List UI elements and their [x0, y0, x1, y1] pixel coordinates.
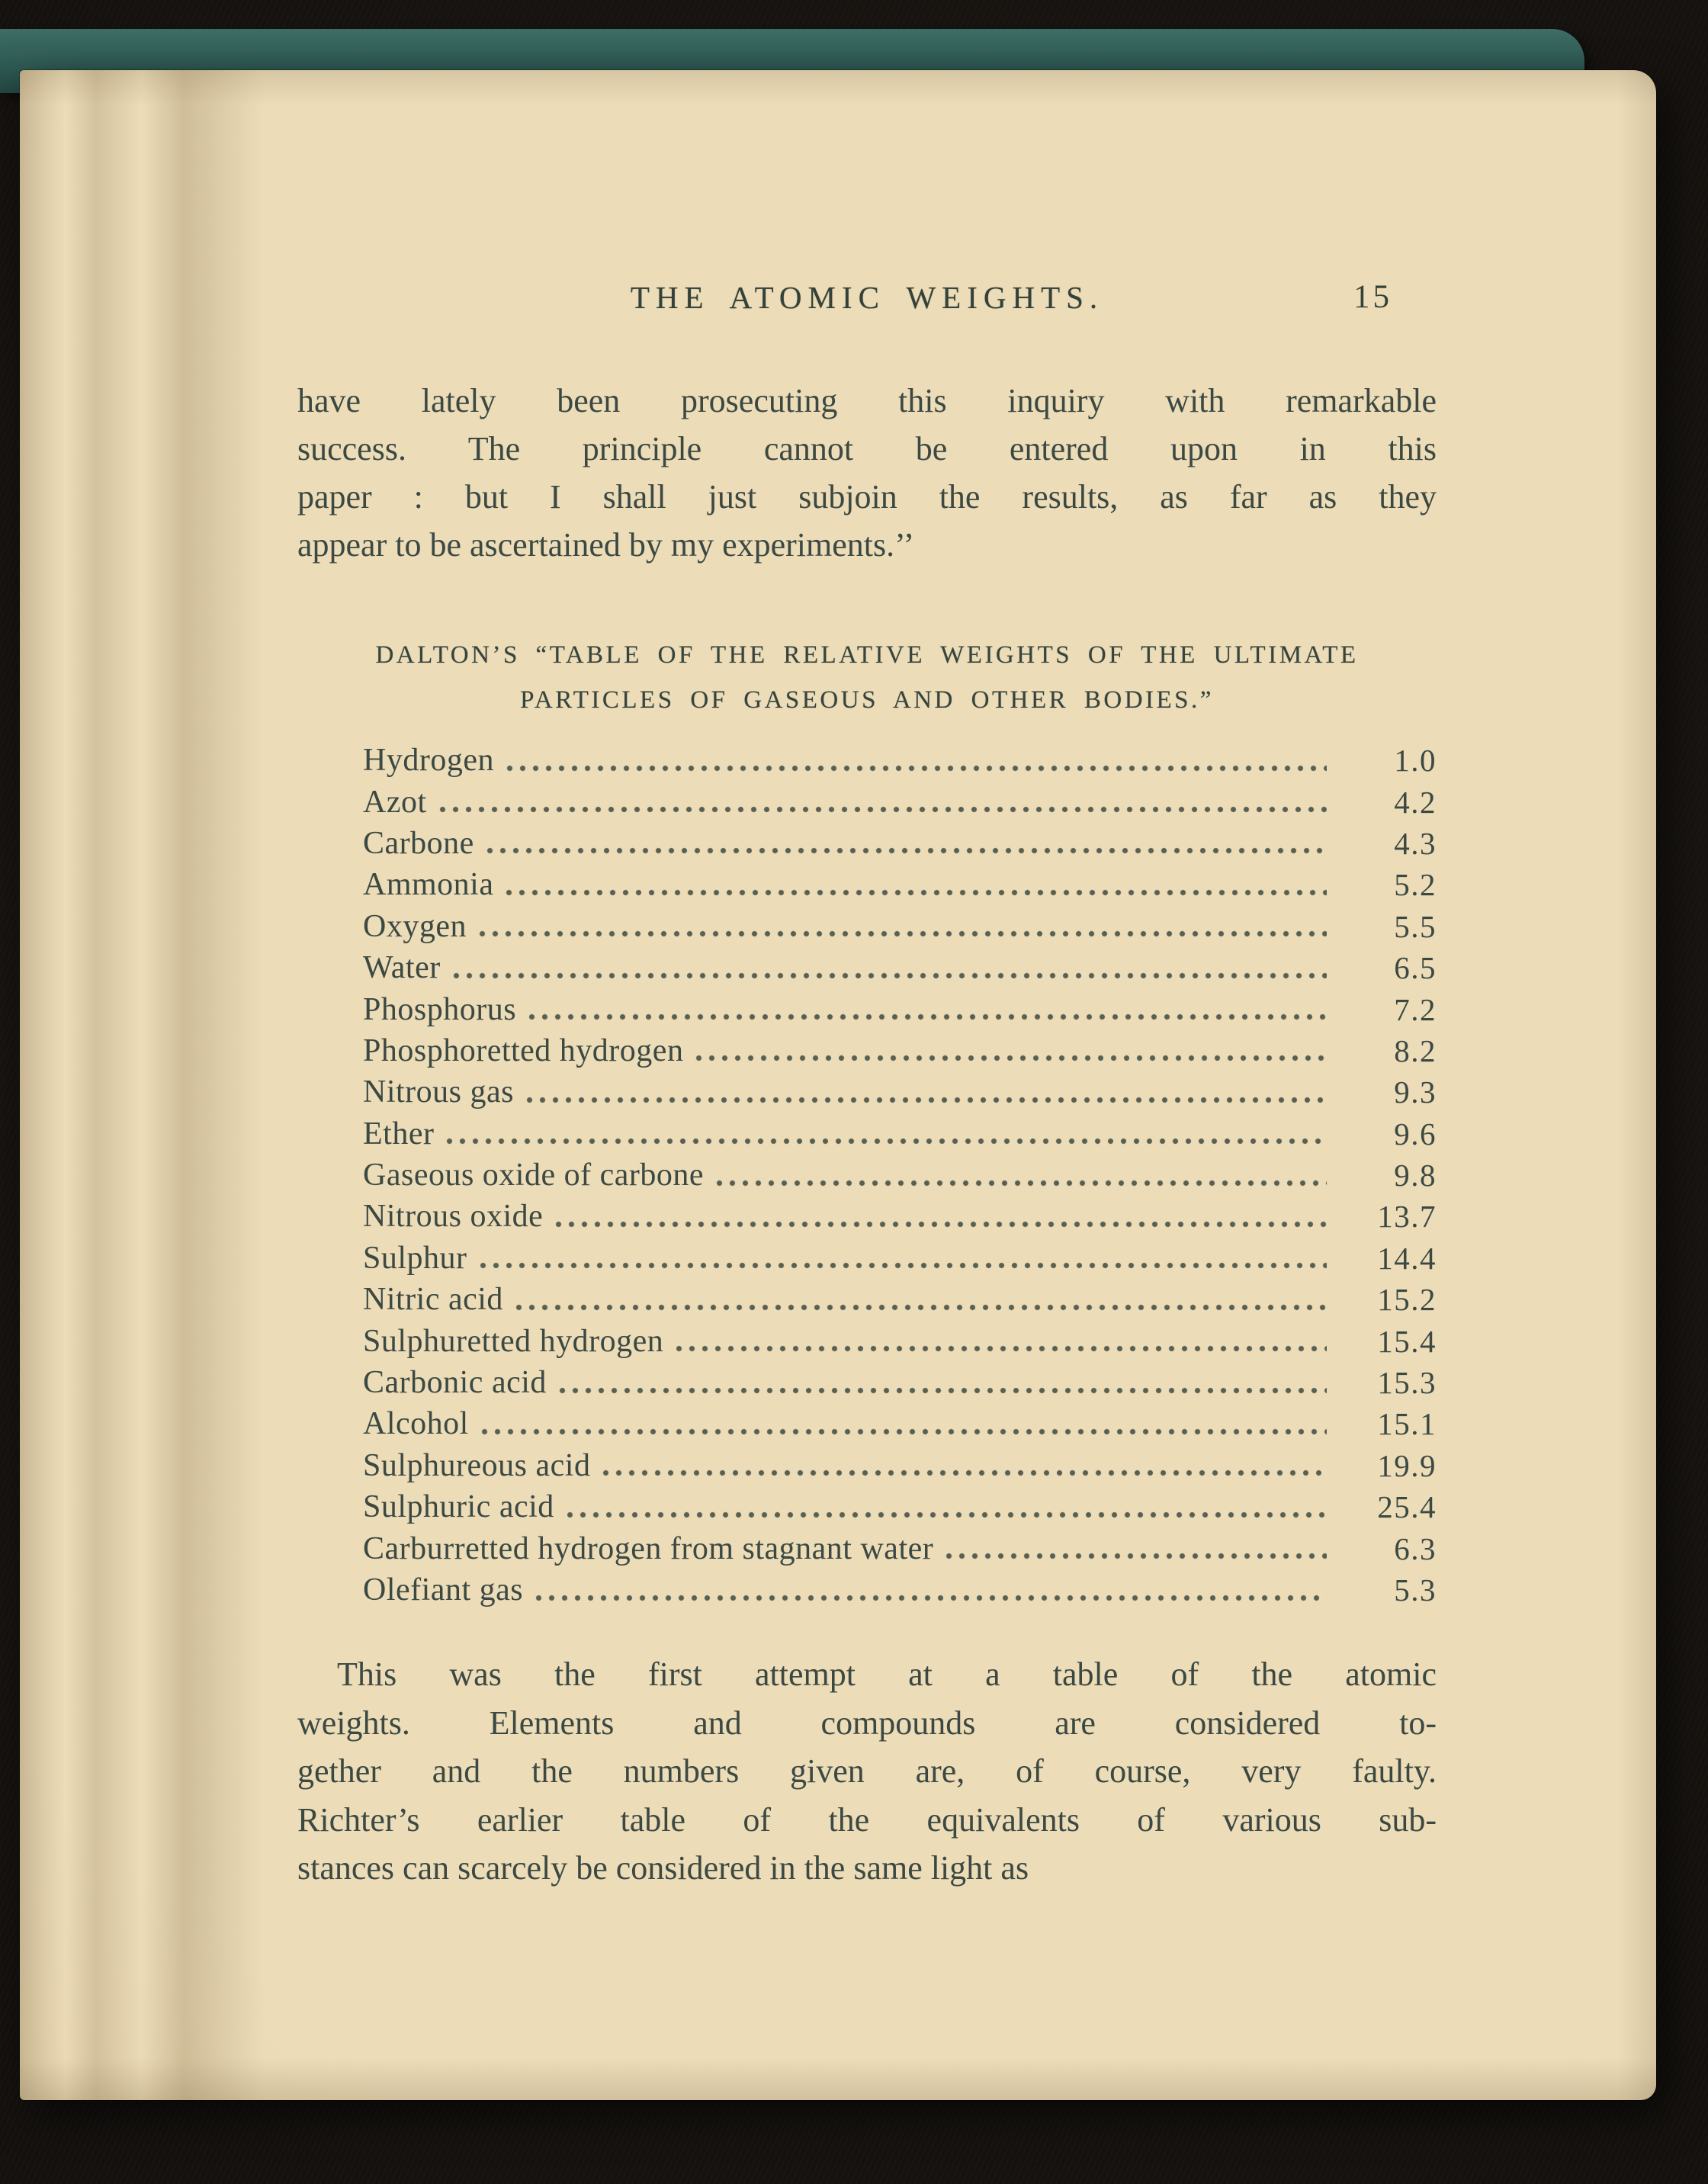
substance-name: Azot	[363, 784, 427, 820]
table-row	[297, 1279, 1437, 1320]
table-row	[297, 1403, 1437, 1444]
dot-leader	[486, 847, 1327, 854]
text-line: success. The principle cannot be entered upon in this	[297, 430, 1437, 467]
substance-name: Oxygen	[363, 908, 467, 944]
substance-name: Carburretted hydrogen from stagnant water	[363, 1530, 934, 1566]
substance-name: Sulphuric acid	[363, 1489, 554, 1525]
text-line: weights. Elements and compounds are considered to-	[297, 1704, 1437, 1742]
substance-weight: 9.3	[1394, 1074, 1437, 1110]
table-row	[297, 1445, 1437, 1486]
running-title: THE ATOMIC WEIGHTS.	[630, 280, 1104, 315]
dot-leader	[481, 1428, 1327, 1435]
text-line: have lately been prosecuting this inquiry with remarkable	[297, 382, 1437, 419]
table-row	[297, 1238, 1437, 1279]
substance-name: Phosphoretted hydrogen	[363, 1033, 684, 1068]
substance-name: Ether	[363, 1116, 435, 1151]
table-row	[297, 740, 1437, 781]
substance-weight: 15.1	[1377, 1406, 1437, 1442]
page-content	[297, 278, 1437, 1893]
dot-leader	[453, 972, 1327, 979]
book-page	[20, 70, 1656, 2100]
table-caption	[297, 633, 1437, 723]
text-line: stances can scarcely be considered in the same light as	[297, 1849, 1029, 1887]
dot-leader	[559, 1387, 1327, 1394]
substance-name: Carbone	[363, 825, 474, 861]
substance-weight: 5.5	[1394, 908, 1437, 944]
substance-weight: 1.0	[1394, 743, 1437, 779]
dot-leader	[479, 930, 1327, 937]
dot-leader	[515, 1304, 1327, 1311]
dot-leader	[446, 1138, 1327, 1145]
dot-leader	[676, 1345, 1327, 1352]
text-line: paper : but I shall just subjoin the results, as far as they	[297, 478, 1437, 515]
substance-name: Alcohol	[363, 1406, 469, 1442]
dot-leader	[480, 1262, 1327, 1269]
substance-weight: 7.2	[1394, 991, 1437, 1027]
substance-weight: 15.4	[1377, 1323, 1437, 1359]
substance-weight: 6.5	[1394, 950, 1437, 986]
substance-weight: 19.9	[1377, 1447, 1437, 1483]
substance-name: Sulphur	[363, 1240, 467, 1276]
substance-weight: 14.4	[1377, 1240, 1437, 1276]
weights-table	[297, 740, 1437, 1611]
dot-leader	[555, 1221, 1327, 1228]
substance-name: Gaseous oxide of carbone	[363, 1158, 705, 1193]
substance-name: Hydrogen	[363, 743, 494, 779]
substance-weight: 5.3	[1394, 1572, 1437, 1607]
dot-leader	[535, 1595, 1327, 1601]
dot-leader	[506, 765, 1327, 772]
substance-name: Nitrous gas	[363, 1074, 514, 1110]
substance-name: Phosphorus	[363, 991, 517, 1027]
dot-leader	[506, 889, 1327, 896]
substance-weight: 8.2	[1394, 1033, 1437, 1068]
text-line: Richter’s earlier table of the equivalents of various sub-	[297, 1800, 1437, 1839]
dot-leader	[439, 806, 1327, 813]
dot-leader	[526, 1097, 1327, 1103]
substance-weight: 4.2	[1394, 784, 1437, 820]
dot-leader	[946, 1553, 1327, 1559]
substance-weight: 15.2	[1377, 1282, 1437, 1318]
text-line: This was the first attempt at a table of the atomic	[337, 1656, 1437, 1694]
substance-name: Ammonia	[363, 867, 494, 903]
text-line: gether and the numbers given are, of course, very faulty.	[297, 1752, 1437, 1791]
table-row	[297, 1196, 1437, 1237]
substance-name: Carbonic acid	[363, 1365, 547, 1401]
substance-weight: 13.7	[1377, 1199, 1437, 1235]
table-row	[297, 906, 1437, 947]
dot-leader	[695, 1055, 1327, 1061]
table-row	[297, 1113, 1437, 1155]
substance-weight: 15.3	[1377, 1365, 1437, 1401]
table-row	[297, 1486, 1437, 1527]
table-row	[297, 1030, 1437, 1071]
substance-weight: 9.6	[1394, 1116, 1437, 1151]
dot-leader	[716, 1180, 1327, 1187]
caption-line: PARTICLES OF GASEOUS AND OTHER BODIES.”	[520, 686, 1214, 714]
table-row	[297, 1569, 1437, 1611]
substance-weight: 9.8	[1394, 1158, 1437, 1193]
page-number: 15	[1353, 279, 1392, 315]
substance-name: Nitric acid	[363, 1282, 503, 1318]
table-row	[297, 1155, 1437, 1196]
dot-leader	[602, 1469, 1327, 1476]
substance-weight: 4.3	[1394, 825, 1437, 861]
substance-weight: 25.4	[1377, 1489, 1437, 1525]
substance-weight: 5.2	[1394, 867, 1437, 903]
table-row	[297, 1527, 1437, 1569]
table-row	[297, 1071, 1437, 1113]
substance-name: Olefiant gas	[363, 1572, 524, 1607]
closing-paragraph	[297, 1650, 1437, 1893]
text-line: appear to be ascertained by my experiments.’’	[297, 526, 915, 564]
substance-name: Water	[363, 950, 441, 986]
table-row	[297, 781, 1437, 822]
substance-name: Sulphureous acid	[363, 1447, 591, 1483]
table-row	[297, 864, 1437, 905]
dot-leader	[528, 1013, 1327, 1020]
table-row	[297, 823, 1437, 864]
table-row	[297, 1362, 1437, 1403]
table-row	[297, 988, 1437, 1029]
dot-leader	[567, 1511, 1327, 1518]
table-row	[297, 1320, 1437, 1361]
page-header	[297, 278, 1437, 317]
substance-name: Nitrous oxide	[363, 1199, 544, 1235]
substance-name: Sulphuretted hydrogen	[363, 1323, 664, 1359]
substance-weight: 6.3	[1394, 1530, 1437, 1566]
table-row	[297, 947, 1437, 988]
opening-paragraph	[297, 377, 1437, 569]
caption-line: DALTON’S “TABLE OF THE RELATIVE WEIGHTS OF THE ULTIMATE	[375, 641, 1359, 669]
